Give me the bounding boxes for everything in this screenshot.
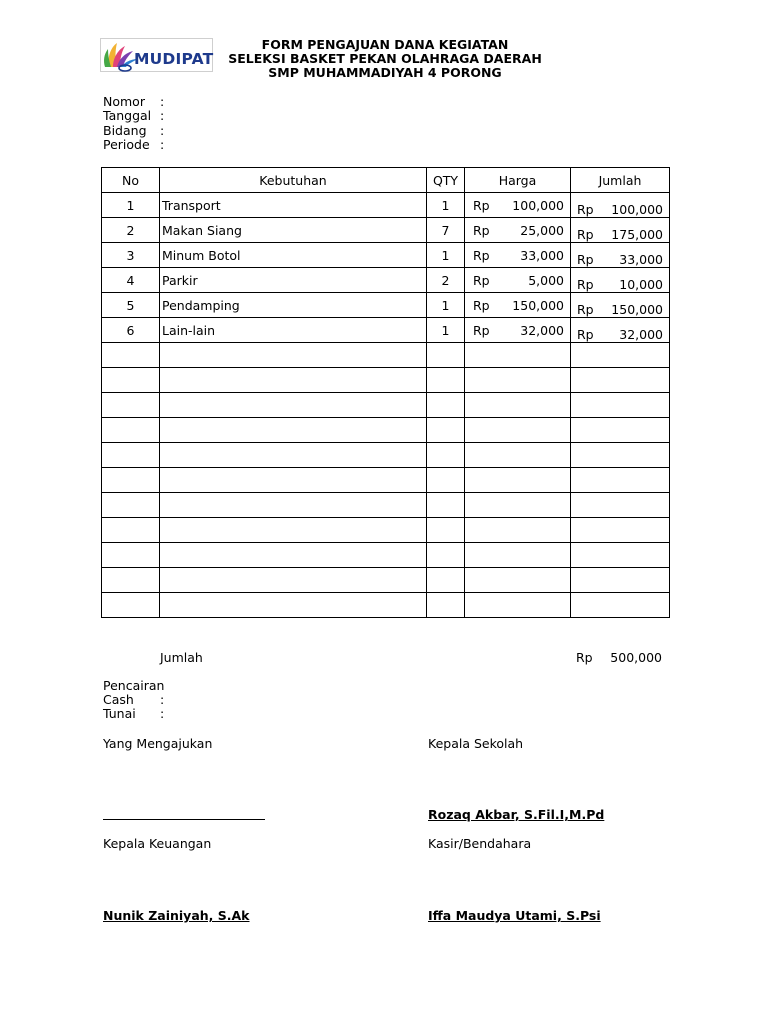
header-no: No (102, 168, 160, 193)
school-name: SMP MUHAMMADIYAH 4 PORONG (268, 65, 502, 80)
row-harga: 5,000 (528, 272, 564, 288)
nomor-label: Nomor (103, 94, 145, 109)
row-no: 1 (102, 193, 160, 218)
nomor-colon: : (160, 94, 165, 109)
row-harga-cell (465, 218, 571, 243)
kepala-keuangan-label: Kepala Keuangan (103, 836, 212, 851)
cash-label: Cash (103, 692, 134, 707)
table-row (102, 318, 670, 343)
table-row (102, 243, 670, 268)
row-harga-cell (465, 193, 571, 218)
signature-line (103, 819, 265, 820)
pencairan-label: Pencairan (103, 678, 165, 693)
logo-text: MUDIPAT (134, 50, 214, 68)
row-no: 6 (102, 318, 160, 343)
row-harga-cell (465, 268, 571, 293)
table-row (102, 268, 670, 293)
empty-row (102, 593, 670, 618)
row-qty: 1 (427, 293, 465, 318)
row-kebutuhan: Transport (160, 193, 427, 218)
row-harga-cell (465, 243, 571, 268)
row-harga-currency: Rp (473, 197, 490, 213)
row-harga: 150,000 (512, 297, 564, 313)
header-jumlah: Jumlah (571, 168, 670, 193)
row-harga-currency: Rp (473, 247, 490, 263)
items-table (101, 167, 670, 618)
empty-row (102, 393, 670, 418)
row-jumlah-cell (571, 193, 670, 218)
row-qty: 1 (427, 193, 465, 218)
row-qty: 1 (427, 318, 465, 343)
row-kebutuhan: Minum Botol (160, 243, 427, 268)
row-harga: 25,000 (520, 222, 564, 238)
row-harga-currency: Rp (473, 322, 490, 338)
table-row (102, 293, 670, 318)
form-subtitle: SELEKSI BASKET PEKAN OLAHRAGA DAERAH (228, 51, 542, 66)
row-jumlah: 150,000 (611, 302, 663, 317)
row-jumlah-currency: Rp (577, 302, 594, 317)
tunai-label: Tunai (103, 706, 136, 721)
cash-colon: : (160, 692, 165, 707)
row-qty: 2 (427, 268, 465, 293)
row-qty: 1 (427, 243, 465, 268)
tanggal-label: Tanggal (103, 108, 152, 123)
empty-row (102, 518, 670, 543)
row-jumlah: 175,000 (611, 227, 663, 242)
header-kebutuhan: Kebutuhan (160, 168, 427, 193)
kasir-label: Kasir/Bendahara (428, 836, 532, 851)
table-header-row (102, 168, 670, 193)
periode-colon: : (160, 137, 165, 152)
row-harga-currency: Rp (473, 222, 490, 238)
row-jumlah: 10,000 (619, 277, 663, 292)
row-jumlah: 32,000 (619, 327, 663, 342)
empty-row (102, 343, 670, 368)
row-jumlah: 33,000 (619, 252, 663, 267)
row-jumlah-cell (571, 293, 670, 318)
row-no: 3 (102, 243, 160, 268)
row-jumlah-cell (571, 243, 670, 268)
row-harga-cell (465, 293, 571, 318)
row-jumlah-cell (571, 318, 670, 343)
periode-label: Periode (103, 137, 150, 152)
row-no: 4 (102, 268, 160, 293)
tanggal-colon: : (160, 108, 165, 123)
row-kebutuhan: Pendamping (160, 293, 427, 318)
row-jumlah-currency: Rp (577, 252, 594, 267)
form-title: FORM PENGAJUAN DANA KEGIATAN (261, 37, 509, 52)
tunai-colon: : (160, 706, 165, 721)
row-jumlah: 100,000 (611, 202, 663, 217)
row-kebutuhan: Parkir (160, 268, 427, 293)
row-no: 2 (102, 218, 160, 243)
kepala-keuangan-name: Nunik Zainiyah, S.Ak (103, 908, 250, 923)
empty-row (102, 443, 670, 468)
row-harga-cell (465, 318, 571, 343)
empty-row (102, 543, 670, 568)
table-row (102, 218, 670, 243)
empty-row (102, 368, 670, 393)
row-kebutuhan: Lain-lain (160, 318, 427, 343)
row-jumlah-cell (571, 218, 670, 243)
row-no: 5 (102, 293, 160, 318)
row-jumlah-currency: Rp (577, 327, 594, 342)
bidang-colon: : (160, 123, 165, 138)
row-qty: 7 (427, 218, 465, 243)
row-jumlah-currency: Rp (577, 227, 594, 242)
empty-row (102, 568, 670, 593)
total-value: 500,000 (610, 650, 662, 665)
row-jumlah-cell (571, 268, 670, 293)
row-harga-currency: Rp (473, 297, 490, 313)
kepala-sekolah-label: Kepala Sekolah (428, 736, 524, 751)
yang-mengajukan-label: Yang Mengajukan (103, 736, 213, 751)
row-harga: 33,000 (520, 247, 564, 263)
row-harga-currency: Rp (473, 272, 490, 288)
empty-row (102, 493, 670, 518)
total-currency: Rp (576, 650, 593, 665)
bidang-label: Bidang (103, 123, 147, 138)
header-harga: Harga (465, 168, 571, 193)
empty-row (102, 418, 670, 443)
empty-row (102, 468, 670, 493)
row-harga: 32,000 (520, 322, 564, 338)
row-jumlah-currency: Rp (577, 202, 594, 217)
kasir-name: Iffa Maudya Utami, S.Psi (428, 908, 601, 923)
row-kebutuhan: Makan Siang (160, 218, 427, 243)
total-label: Jumlah (160, 650, 203, 665)
row-jumlah-currency: Rp (577, 277, 594, 292)
row-harga: 100,000 (512, 197, 564, 213)
header-qty: QTY (427, 168, 465, 193)
table-row (102, 193, 670, 218)
kepala-sekolah-name: Rozaq Akbar, S.Fil.I,M.Pd (428, 807, 605, 822)
